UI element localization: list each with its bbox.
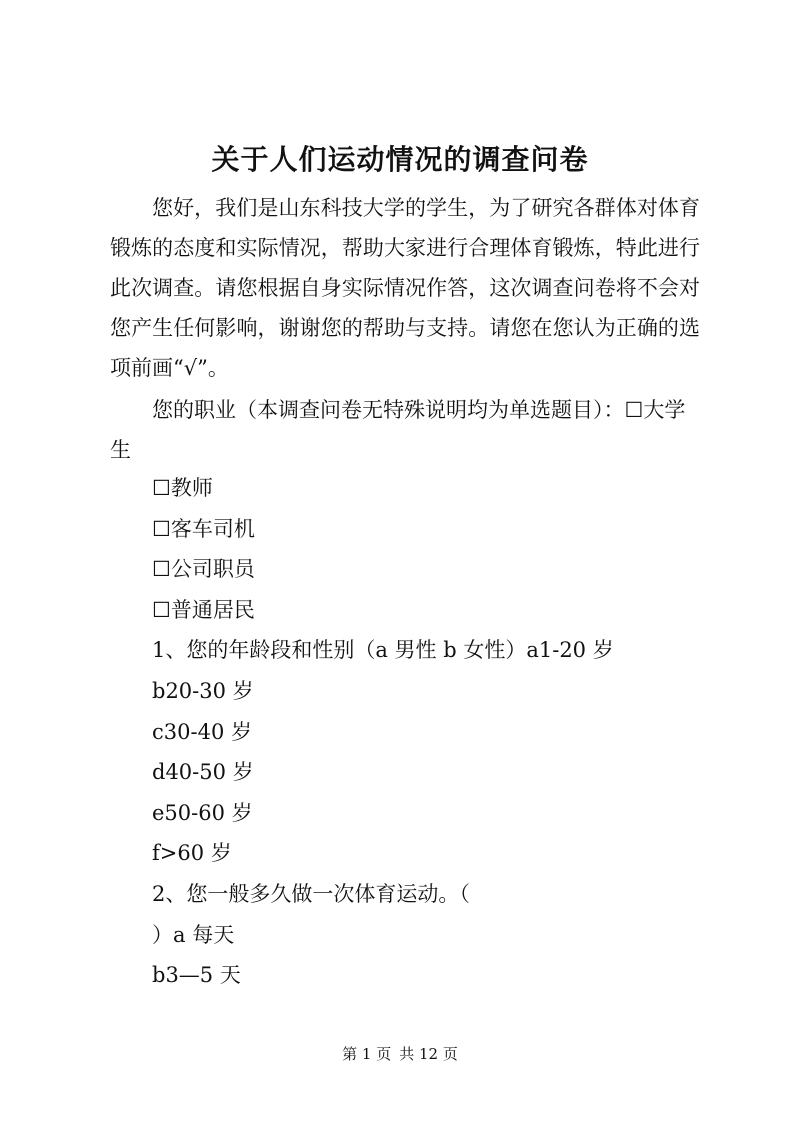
option-bus-driver: ☐客车司机 [152, 516, 255, 541]
document-title: 关于人们运动情况的调查问卷 [211, 143, 589, 176]
age-option-f: f>60 岁 [152, 841, 232, 866]
option-company-staff: ☐公司职员 [152, 557, 255, 582]
age-option-e: e50-60 岁 [152, 800, 253, 825]
age-option-b: b20-30 岁 [152, 678, 254, 703]
question-1: 1、您的年龄段和性别（a 男性 b 女性）a1-20 岁 [152, 638, 614, 663]
age-option-c: c30-40 岁 [152, 719, 252, 744]
page-number: 第 1 页 [342, 1045, 392, 1063]
page-footer [0, 1044, 800, 1064]
page-total: 共 12 页 [399, 1045, 458, 1063]
option-resident: ☐普通居民 [152, 597, 255, 622]
age-option-d: d40-50 岁 [152, 760, 254, 785]
freq-option-b: b3—5 天 [152, 963, 241, 988]
question-2: 2、您一般多久做一次体育运动。（ [152, 881, 470, 906]
freq-option-a: ）a 每天 [152, 922, 235, 947]
job-question: 您的职业（本调查问卷无特殊说明均为单选题目）：☐大学生 [110, 398, 686, 462]
option-teacher: ☐教师 [152, 476, 213, 500]
question-lines [152, 468, 614, 996]
intro-paragraph: 您好，我们是山东科技大学的学生，为了研究各群体对体育锻炼的态度和实际情况，帮助大家进行合理体育锻炼，特此进行此次调查。请您根据自身实际情况作答，这次调查问卷将不会对您产生任何影响，谢谢您的帮助与支持。请您在您认为正确的选项前画“√”。 [110, 196, 700, 380]
